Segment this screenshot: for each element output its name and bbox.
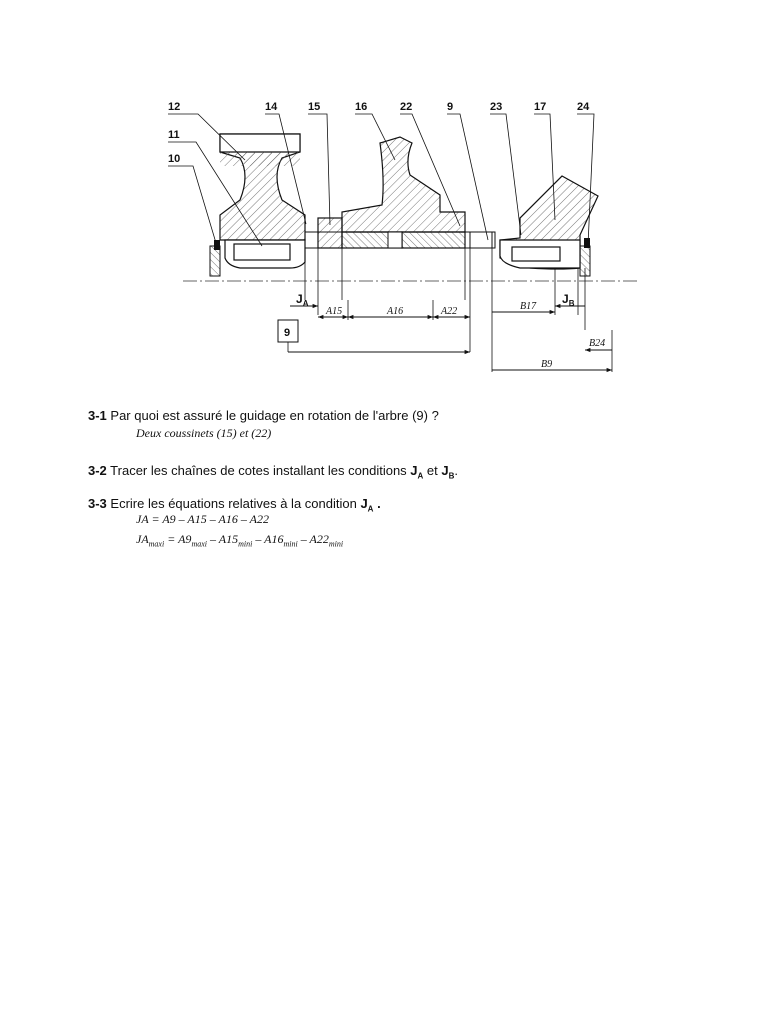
left-gear (210, 134, 305, 276)
condition-ja-label: $J_A$ (296, 292, 309, 308)
dim-a16: A16 (387, 306, 404, 317)
label-14: 14 (265, 101, 278, 113)
dim-b17: B17 (520, 301, 537, 312)
condition-jb: $J_B$ (441, 463, 455, 481)
equation-ja-max: $JA_{maxi} = A9_{maxi} - A15_{mini} - A16_{mini} - A22_{mini}$ (136, 532, 344, 549)
question-number: 3-3 (88, 496, 107, 511)
mechanical-drawing (0, 0, 768, 400)
dim-b24: B24 (589, 338, 606, 349)
label-12: 12 (168, 101, 181, 113)
question-number: 3-1 (88, 408, 107, 423)
label-23: 23 (490, 101, 503, 113)
right-gear (500, 176, 598, 276)
label-15: 15 (308, 101, 321, 113)
label-17: 17 (534, 101, 547, 113)
label-24: 24 (577, 101, 590, 113)
question-text: Ecrire les équations relatives à la condition (106, 496, 361, 511)
equation-ja: JA = A9 – A15 – A16 – A22 (136, 512, 269, 526)
dim-a22: A22 (441, 306, 458, 317)
central-gear (342, 137, 465, 248)
label-11: 11 (168, 129, 180, 141)
question-3-3 (88, 496, 381, 514)
question-text: Tracer les chaînes de cotes installant les conditions (106, 463, 411, 478)
datum-box-label: 9 (284, 327, 291, 339)
label-10: 10 (168, 153, 181, 165)
question-3-2 (88, 463, 458, 481)
label-9: 9 (447, 101, 454, 113)
question-3-1 (88, 408, 439, 423)
condition-ja: $J_A$ (410, 463, 424, 481)
question-text: Par quoi est assuré le guidage en rotation de l'arbre (9) ? (106, 408, 439, 423)
label-22: 22 (400, 101, 413, 113)
sentence-end: . (454, 463, 459, 478)
answer-3-1: Deux coussinets (15) et (22) (136, 426, 272, 440)
sentence-end: . (373, 496, 381, 511)
dim-b9: B9 (541, 359, 553, 370)
condition-ja: $J_A$ (360, 496, 374, 514)
dim-a15: A15 (326, 306, 343, 317)
conjunction: et (423, 463, 442, 478)
label-16: 16 (355, 101, 368, 113)
question-number: 3-2 (88, 463, 107, 478)
condition-jb-label: $J_B$ (562, 292, 575, 308)
